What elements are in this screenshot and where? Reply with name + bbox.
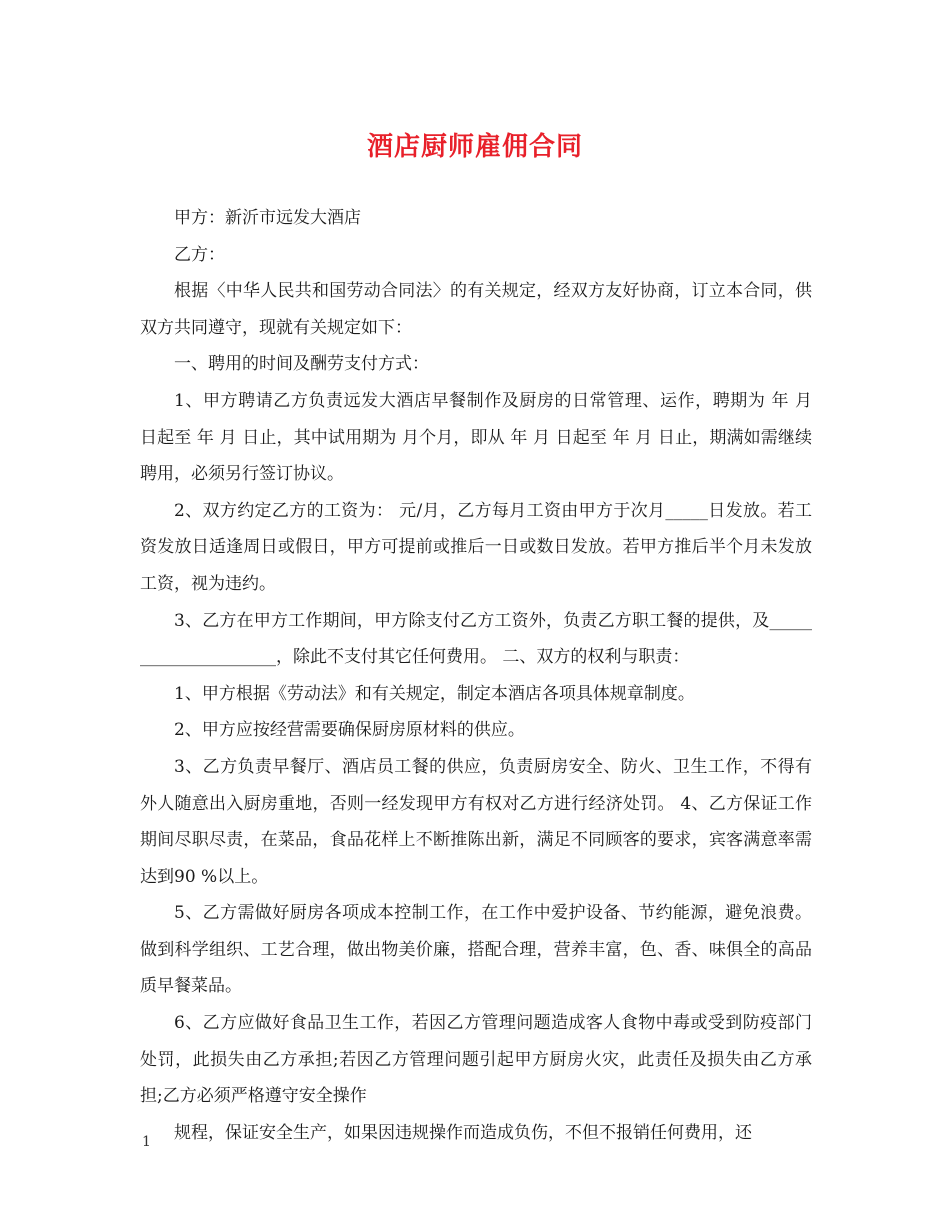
clause-paragraph: 1、甲方根据《劳动法》和有关规定，制定本酒店各项具体规章制度。 bbox=[174, 683, 695, 704]
preamble-paragraph: 根据〈中华人民共和国劳动合同法〉的有关规定，经双方友好协商，订立本合同，供双方共同遵守，现就有关规定如下： bbox=[140, 281, 812, 338]
party-a-line: 甲方：新沂市远发大酒店 bbox=[174, 208, 361, 228]
clause-paragraph: 3、乙方负责早餐厅、酒店员工餐的供应，负责厨房安全、防火、卫生工作，不得有外人随意出入厨房重地，否则一经发现甲方有权对乙方进行经济处罚。 4、乙方保证工作期间尽职尽责，在菜品，食品花样上不断推陈出新，满足不同顾客的要求，宾客满意率需达到90 %以上。 bbox=[140, 756, 812, 887]
section-heading-employment: 一、聘用的时间及酬劳支付方式： bbox=[174, 354, 429, 375]
clause-paragraph: 5、乙方需做好厨房各项成本控制工作，在工作中爱护设备、节约能源，避免浪费。做到科学组织、工艺合理，做出物美价廉，搭配合理，营养丰富，色、香、味俱全的高品质早餐菜品。 bbox=[140, 903, 812, 997]
clause-paragraph: 2、双方约定乙方的工资为： 元/月，乙方每月工资由甲方于次月_____日发放。若工资发放日适逢周日或假日，甲方可提前或推后一日或数日发放。若甲方推后半个月未发放工资，视为违约。 bbox=[140, 500, 812, 594]
document-title: 酒店厨师雇佣合同 bbox=[366, 132, 583, 162]
clause-paragraph: 1、甲方聘请乙方负责远发大酒店早餐制作及厨房的日常管理、运作，聘期为 年 月 日起至 年 月 日止，其中试用期为 月个月，即从 年 月 日起至 年 月 日止，期满如需继续聘用，必须另行签订协议。 bbox=[140, 390, 812, 485]
contract-body bbox=[140, 200, 812, 1151]
clause-paragraph: 2、甲方应按经营需要确保厨房原材料的供应。 bbox=[174, 720, 525, 741]
clause-paragraph: 3、乙方在甲方工作期间，甲方除支付乙方工资外，负责乙方职工餐的提供，及_____________________，除此不支付其它任何费用。 二、双方的权利与职责： bbox=[140, 610, 812, 668]
party-b-line: 乙方： bbox=[174, 244, 225, 265]
clause-paragraph: 6、乙方应做好食品卫生工作，若因乙方管理问题造成客人食物中毒或受到防疫部门处罚，此损失由乙方承担;若因乙方管理问题引起甲方厨房火灾，此责任及损失由乙方承担;乙方必须严格遵守安全操作 bbox=[140, 1013, 812, 1107]
page-number: 1 bbox=[142, 1134, 151, 1150]
clause-paragraph: 规程，保证安全生产，如果因违规操作而造成负伤，不但不报销任何费用，还 bbox=[174, 1122, 752, 1143]
